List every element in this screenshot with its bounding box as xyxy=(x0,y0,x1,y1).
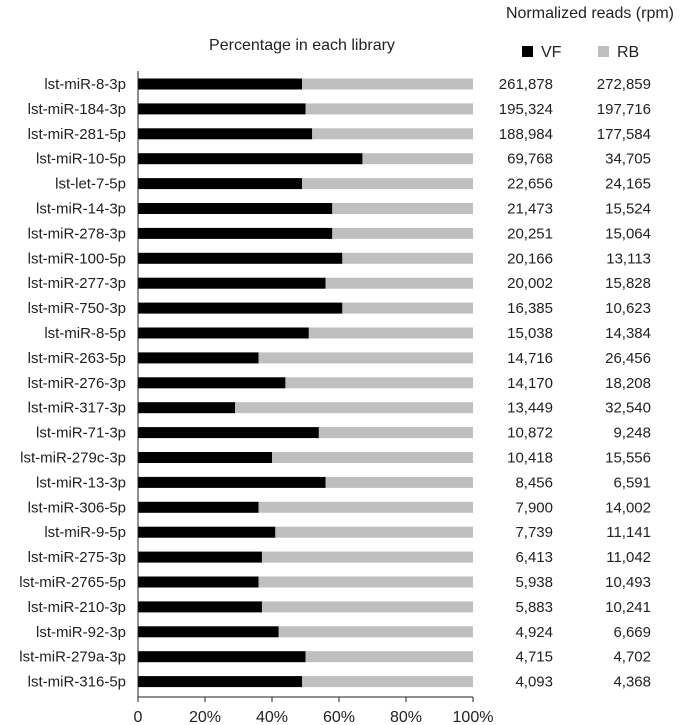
bar-vf xyxy=(138,676,302,687)
reads-rb: 11,141 xyxy=(606,524,651,542)
reads-rb: 6,591 xyxy=(613,474,651,492)
bar-vf xyxy=(138,328,309,339)
category-label: lst-let-7-5p xyxy=(55,175,126,193)
chart-row xyxy=(36,624,651,641)
chart-row xyxy=(44,76,651,93)
chart-row xyxy=(28,549,651,566)
category-label: lst-miR-750-3p xyxy=(27,300,126,318)
x-tick-label: 0 xyxy=(133,709,143,725)
bar-rb xyxy=(342,253,473,264)
bar-vf xyxy=(138,527,275,538)
bar-vf xyxy=(138,402,235,413)
reads-vf: 8,456 xyxy=(515,474,553,492)
chart-row xyxy=(28,225,651,242)
bar-rb xyxy=(342,303,473,314)
bar-rb xyxy=(306,651,474,662)
chart-title: Percentage in each library xyxy=(209,37,395,54)
chart-row xyxy=(20,450,651,467)
category-label: lst-miR-13-3p xyxy=(35,474,126,492)
chart-row xyxy=(36,474,651,491)
reads-vf: 14,170 xyxy=(507,374,553,392)
reads-rb: 15,524 xyxy=(605,200,651,218)
reads-rb: 197,716 xyxy=(596,100,651,118)
chart-row xyxy=(28,375,651,392)
category-label: lst-miR-210-3p xyxy=(27,598,126,616)
reads-rb: 32,540 xyxy=(605,399,651,417)
chart-row xyxy=(28,250,651,267)
reads-rb: 13,113 xyxy=(606,250,651,268)
chart-row xyxy=(28,350,651,367)
bar-rb xyxy=(309,328,473,339)
chart-row xyxy=(36,201,651,218)
bar-vf xyxy=(138,203,332,214)
reads-rb: 10,493 xyxy=(605,574,651,591)
reads-vf: 5,883 xyxy=(515,598,553,616)
bar-vf xyxy=(138,178,302,189)
category-label: lst-miR-278-3p xyxy=(27,225,126,243)
reads-vf: 69,768 xyxy=(507,150,553,168)
reads-vf: 20,251 xyxy=(507,225,553,243)
bar-rb xyxy=(259,352,473,363)
bar-vf xyxy=(138,228,332,239)
bar-rb xyxy=(326,477,473,488)
bar-rb xyxy=(235,402,473,413)
bar-vf xyxy=(138,651,306,662)
reads-vf: 7,739 xyxy=(515,524,553,542)
category-label: lst-miR-275-3p xyxy=(27,549,126,567)
category-label: lst-miR-8-3p xyxy=(44,76,126,93)
reads-vf: 261,878 xyxy=(498,76,553,93)
category-label: lst-miR-276-3p xyxy=(27,374,126,392)
bar-rb xyxy=(262,601,473,612)
reads-vf: 16,385 xyxy=(507,300,553,318)
bar-vf xyxy=(138,153,362,164)
reads-rb: 14,002 xyxy=(605,499,651,517)
category-label: lst-miR-184-3p xyxy=(27,100,126,118)
chart-row xyxy=(55,176,651,193)
chart-row xyxy=(28,599,651,616)
reads-rb: 15,828 xyxy=(605,275,651,293)
reads-vf: 188,984 xyxy=(498,125,553,143)
reads-rb: 9,248 xyxy=(613,424,651,442)
category-label: lst-miR-9-5p xyxy=(44,524,126,542)
chart-row xyxy=(44,524,651,541)
bar-rb xyxy=(259,502,473,513)
x-tick-label: 60% xyxy=(322,709,356,725)
table-title: Normalized reads (rpm) xyxy=(505,5,675,22)
chart-row xyxy=(44,325,651,342)
reads-vf: 6,413 xyxy=(515,549,553,567)
chart-row xyxy=(19,574,651,591)
reads-vf: 13,449 xyxy=(507,399,553,417)
bar-rb xyxy=(302,178,473,189)
category-label: lst-miR-8-5p xyxy=(44,325,126,342)
category-label: lst-miR-306-5p xyxy=(27,499,126,517)
reads-vf: 4,093 xyxy=(515,673,553,691)
reads-vf: 10,418 xyxy=(507,449,553,467)
reads-vf: 7,900 xyxy=(515,499,553,517)
reads-rb: 4,702 xyxy=(613,648,651,666)
bar-vf xyxy=(138,477,326,488)
bar-rb xyxy=(306,103,474,114)
bar-rb xyxy=(272,452,473,463)
chart-row xyxy=(28,126,651,143)
chart-row xyxy=(36,425,651,442)
bar-vf xyxy=(138,377,285,388)
reads-rb: 15,556 xyxy=(605,449,651,467)
reads-vf: 20,002 xyxy=(507,275,553,293)
category-label: lst-miR-14-3p xyxy=(35,200,126,218)
bar-rb xyxy=(262,552,473,563)
reads-rb: 14,384 xyxy=(605,325,651,342)
reads-rb: 4,368 xyxy=(613,673,651,691)
x-tick-label: 20% xyxy=(188,709,222,725)
chart-row xyxy=(28,400,651,417)
bar-rb xyxy=(302,676,473,687)
reads-vf: 21,473 xyxy=(507,200,553,218)
reads-rb: 6,669 xyxy=(613,623,651,641)
chart-rows xyxy=(19,76,651,691)
category-label: lst-miR-71-3p xyxy=(35,424,126,442)
reads-rb: 10,623 xyxy=(605,300,651,318)
reads-vf: 22,656 xyxy=(507,175,553,193)
category-label: lst-miR-279a-3p xyxy=(19,648,126,666)
legend-label-rb: RB xyxy=(617,44,640,61)
bar-vf xyxy=(138,79,302,90)
category-label: lst-miR-279c-3p xyxy=(20,449,126,467)
bar-rb xyxy=(279,626,473,637)
bar-vf xyxy=(138,577,259,588)
chart-row xyxy=(28,101,651,118)
chart-row xyxy=(28,300,651,317)
bar-vf xyxy=(138,626,279,637)
bar-rb xyxy=(362,153,473,164)
bar-vf xyxy=(138,278,326,289)
category-label: lst-miR-100-5p xyxy=(27,250,126,268)
category-label: lst-miR-281-5p xyxy=(27,125,126,143)
x-tick-label: 100% xyxy=(452,709,494,725)
bar-rb xyxy=(319,427,473,438)
chart-row xyxy=(36,151,651,168)
category-label: lst-miR-92-3p xyxy=(35,623,126,641)
bar-vf xyxy=(138,128,312,139)
category-label: lst-miR-316-5p xyxy=(27,673,126,691)
category-label: lst-miR-317-3p xyxy=(27,399,126,417)
reads-rb: 26,456 xyxy=(605,349,651,367)
reads-rb: 18,208 xyxy=(605,374,651,392)
category-label: lst-miR-277-3p xyxy=(27,275,126,293)
bar-rb xyxy=(332,203,473,214)
bar-vf xyxy=(138,253,342,264)
legend-swatch-rb xyxy=(598,46,609,57)
category-label: lst-miR-2765-5p xyxy=(19,574,126,591)
reads-rb: 272,859 xyxy=(596,76,651,93)
bar-vf xyxy=(138,502,259,513)
bar-vf xyxy=(138,303,342,314)
reads-vf: 195,324 xyxy=(498,100,553,118)
bar-rb xyxy=(326,278,473,289)
bar-vf xyxy=(138,352,259,363)
reads-rb: 10,241 xyxy=(605,598,651,616)
bar-vf xyxy=(138,552,262,563)
category-label: lst-miR-10-5p xyxy=(35,150,126,168)
legend-swatch-vf xyxy=(522,46,533,57)
bar-rb xyxy=(332,228,473,239)
reads-vf: 15,038 xyxy=(507,325,553,342)
reads-vf: 10,872 xyxy=(507,424,553,442)
legend-label-vf: VF xyxy=(541,44,562,61)
x-tick-label: 80% xyxy=(389,709,423,725)
category-label: lst-miR-263-5p xyxy=(27,349,126,367)
reads-vf: 5,938 xyxy=(515,574,553,591)
reads-vf: 4,924 xyxy=(515,623,553,641)
bar-rb xyxy=(302,79,473,90)
bar-rb xyxy=(275,527,473,538)
bar-rb xyxy=(259,577,473,588)
reads-rb: 24,165 xyxy=(605,175,651,193)
chart-row xyxy=(19,649,651,666)
reads-rb: 177,584 xyxy=(596,125,651,143)
reads-rb: 34,705 xyxy=(605,150,651,168)
chart-row xyxy=(28,674,651,691)
reads-rb: 15,064 xyxy=(605,225,651,243)
bar-vf xyxy=(138,103,306,114)
bar-vf xyxy=(138,452,272,463)
bar-rb xyxy=(285,377,473,388)
reads-vf: 14,716 xyxy=(507,349,553,367)
reads-vf: 20,166 xyxy=(507,250,553,268)
bar-vf xyxy=(138,427,319,438)
reads-rb: 11,042 xyxy=(606,549,651,567)
reads-vf: 4,715 xyxy=(515,648,553,666)
x-tick-label: 40% xyxy=(255,709,289,725)
chart-row xyxy=(28,499,651,516)
chart-row xyxy=(28,275,651,292)
bar-vf xyxy=(138,601,262,612)
bar-rb xyxy=(312,128,473,139)
